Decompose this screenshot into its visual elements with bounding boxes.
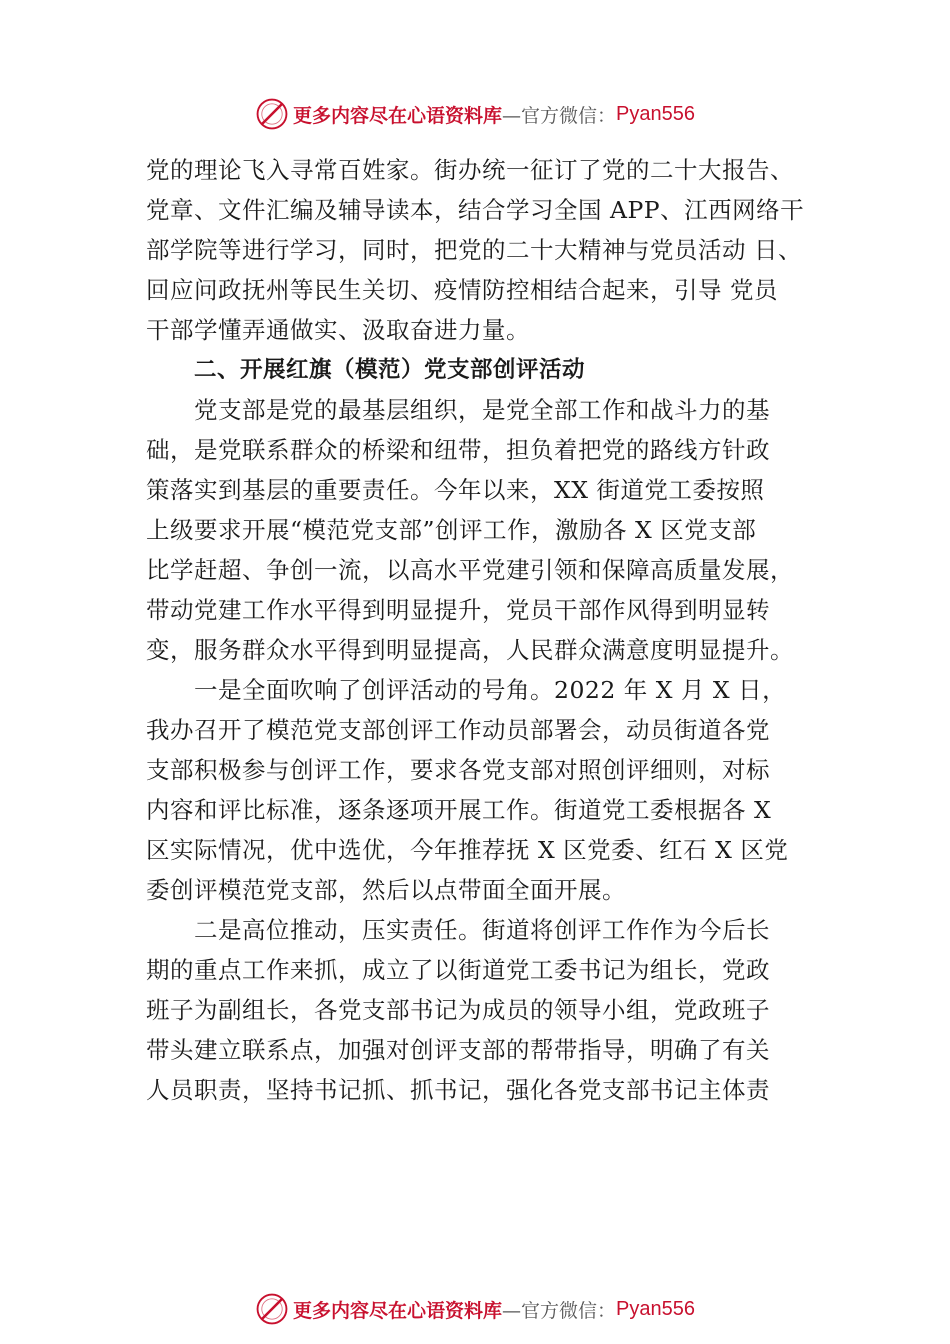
text-line: 回应问政抚州等民生关切、疫情防控相结合起来，引导 党员: [146, 276, 778, 304]
banner-prefix: 更多内容尽在心语资料库: [293, 1299, 503, 1322]
text-line: 策落实到基层的重要责任。今年以来，XX 街道党工委按照: [146, 476, 765, 504]
banner-wechat-id: Pyan556: [616, 1297, 695, 1320]
text-line: 期的重点工作来抓，成立了以街道党工委书记为组长，党政: [146, 956, 770, 984]
text-line: 我办召开了模范党支部创评工作动员部署会，动员街道各党: [146, 716, 770, 744]
text-line: 一是全面吹响了创评活动的号角。2022 年 X 月 X 日，: [194, 676, 787, 704]
banner-middle: —官方微信：: [502, 1299, 617, 1322]
text-line: 人员职责，坚持书记抓、抓书记，强化各党支部书记主体责: [146, 1076, 770, 1104]
text-line: 区实际情况，优中选优，今年推荐抚 X 区党委、红石 X 区党: [146, 836, 789, 864]
text-line: 党章、文件汇编及辅导读本，结合学习全国 APP、江西网络干: [146, 196, 805, 224]
footer-watermark-banner: [0, 1289, 950, 1329]
section-heading: 二、开展红旗（模范）党支部创评活动: [194, 357, 586, 383]
header-watermark-banner: [0, 94, 950, 134]
text-line: 二是高位推动，压实责任。街道将创评工作作为今后长: [194, 916, 770, 944]
document-body: [146, 150, 806, 1110]
text-line: 部学院等进行学习，同时，把党的二十大精神与党员活动 日、: [146, 236, 802, 264]
text-line: 带动党建工作水平得到明显提升，党员干部作风得到明显转: [146, 596, 770, 624]
text-line: 委创评模范党支部，然后以点带面全面开展。: [146, 876, 626, 904]
quill-seal-icon: [255, 1292, 289, 1326]
text-line: 础，是党联系群众的桥梁和纽带，担负着把党的路线方针政: [146, 436, 770, 464]
banner-prefix: 更多内容尽在心语资料库: [293, 104, 503, 127]
text-line: 党支部是党的最基层组织，是党全部工作和战斗力的基: [194, 396, 770, 424]
quill-seal-icon: [255, 97, 289, 131]
text-line: 带头建立联系点，加强对创评支部的帮带指导，明确了有关: [146, 1036, 770, 1064]
text-line: 内容和评比标准，逐条逐项开展工作。街道党工委根据各 X: [146, 796, 772, 824]
text-line: 上级要求开展“模范党支部”创评工作，激励各 X 区党支部: [146, 516, 757, 544]
text-line: 班子为副组长，各党支部书记为成员的领导小组，党政班子: [146, 996, 770, 1024]
text-line: 支部积极参与创评工作，要求各党支部对照创评细则，对标: [146, 756, 770, 784]
text-line: 党的理论飞入寻常百姓家。街办统一征订了党的二十大报告、: [146, 156, 794, 184]
text-line: 比学赶超、争创一流，以高水平党建引领和保障高质量发展，: [146, 556, 794, 584]
banner-middle: —官方微信：: [502, 104, 617, 127]
text-line: 变，服务群众水平得到明显提高，人民群众满意度明显提升。: [146, 636, 794, 664]
text-line: 干部学懂弄通做实、汲取奋进力量。: [146, 316, 530, 344]
banner-wechat-id: Pyan556: [616, 102, 695, 125]
